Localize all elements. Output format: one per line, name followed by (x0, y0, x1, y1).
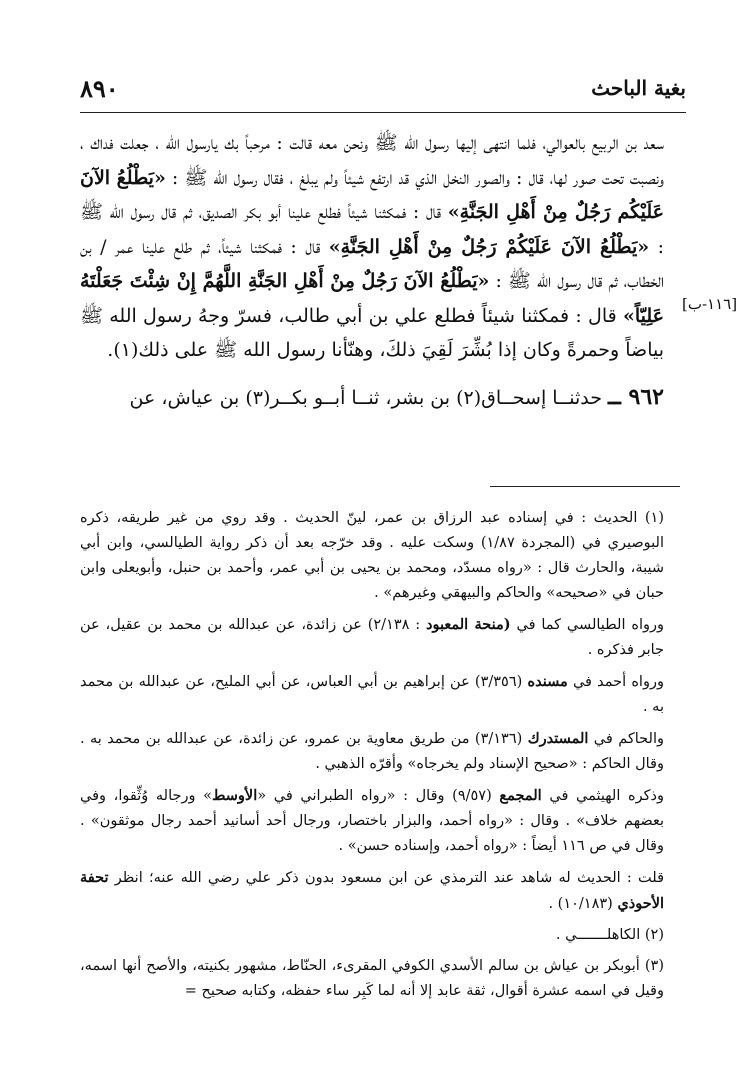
page-header (80, 72, 686, 106)
margin-folio-note: [١١٦-ب] (682, 295, 737, 313)
text-segment: قال : فمكثنا شيئاً فطلع علي بن أبي طالب، فسرّ وجهُ رسول الله ﷺ بياضاً وحمرةً وكان إذا بُشِّرَ لَقِيَ ذلكَ، وهنّأنا رسول الله ﷺ على ذلك(١). (80, 304, 664, 361)
text-segment: سعد بن الربيع بالعوالي، فلما انتهى إليها رسول الله ﷺ ونحن معه قالت : مرحباً بك يارسول الله ، جعلت فداك ، ونصبت تحت صور لها، قال : والصور النخل الذي قد ارتفع شيئاً ولم يبلغ ، فقال رسول الله ﷺ : (80, 132, 664, 189)
footnote-divider (490, 486, 680, 487)
hadith-paragraph (80, 380, 664, 416)
text-segment: (٩/٥٧) وقال : «رواه الطبراني في « (257, 788, 500, 804)
source-title: مسنده (527, 673, 568, 690)
text-segment: (٣/١٣٦) من طريق معاوية بن عمرو، عن زائدة، عن عبدالله بن محمد به . وقال الحاكم : «صحيح الإسناد ولم يخرجاه» وأقرّه الذهبي . (80, 731, 664, 772)
text-segment: : ٢/١٣٨) عن زائدة، عن عبدالله بن محمد بن عقيل، عن جابر فذكره . (80, 617, 664, 658)
footnote: (١) الحديث : في إسناده عبد الرزاق بن عمر، لينّ الحديث . وقد روي من غير طريقه، ذكره البوصيري في (المجردة ١/٨٧) وسكت عليه . وقد خرّجه بعد أن ذكر رواية الطيالسي، وابن أبي شيبة، والحارث قال : «رواه مسدّد، ومحمد بن يحيى بن أبي عمر، وأحمد بن حنبل، وأبويعلى وابن حبان في «صحيحه» والحاكم والبيهقي وغيرهم» . (80, 510, 664, 601)
footnote: (٣) أبوبكر بن عياش بن سالم الأسدي الكوفي المقرىء، الحنّاط، مشهور بكنيته، والأصح أنها اسمه، وقيل في اسمه عشرة أقوال، ثقة عابد إلا أنه لما كَبِر ساء حفظه، وكتابه صحيح = (80, 958, 664, 999)
header-divider (80, 112, 686, 113)
main-text (80, 126, 664, 415)
text-segment: (٣/٣٥٦) عن إبراهيم بن أبي العباس، عن أبي المليح، عن عبدالله بن محمد به . (80, 674, 664, 715)
footnote (80, 612, 664, 663)
text-segment: » ورجاله وُثِّقوا، وفي بعضهم خلاف» . وقال : «رواه أحمد، والبزار باختصار، ورجال أحد أسانيد أحمد رجال موثقون» . وقال في ص ١١٦ أيضاً : «رواه أحمد، وإسناده حسن» . (80, 788, 664, 854)
text-segment: وذكره الهيثمي في (541, 788, 664, 804)
hadith-paragraph (80, 126, 664, 368)
text-segment: قال : فمكثنا شيئاً، ثم طلع علينا عمر / بن الخطاب، ثم قال رسول الله ﷺ : (80, 235, 664, 292)
footnote (80, 865, 664, 917)
source-title: المستدرك (527, 730, 589, 747)
text-segment: والحاكم في (588, 731, 664, 747)
text-segment: قلت : الحديث له شاهد عند الترمذي عن ابن مسعود بدون ذكر علي رضي الله عنه؛ انظر (108, 870, 664, 886)
footnote (80, 669, 664, 720)
source-title: الأوسط (212, 787, 258, 804)
page-number: ٨٩٠ (80, 74, 119, 103)
prophetic-quote: «يَطْلُعُ الآنَ رَجُلٌ مِنْ أَهْلِ الجَنَّةِ اللَّهُمَّ إِنْ شِئْتَ جَعَلْتَهُ عَلِيّاً» (80, 270, 664, 327)
prophetic-quote: «يَطْلُعُ الآنَ عَلَيْكُم رَجُلٌ مِنْ أَهْلِ الجَنَّةِ» (80, 166, 664, 223)
text-segment: ورواه الطيالسي كما في (510, 617, 664, 633)
text-segment: (١٠/١٨٣) . (548, 896, 618, 912)
text-segment: قال : فمكثنا شيئاً فطلع علينا أبو بكر الصديق، ثم قال رسول الله ﷺ : (80, 201, 664, 258)
text-segment: ورواه أحمد في (567, 674, 664, 690)
source-title: تحفة الأحوذي (80, 869, 664, 912)
source-title: (منحة المعبود (426, 616, 511, 633)
footnote (80, 783, 664, 859)
prophetic-quote: «يَطْلُعُ الآنَ عَلَيْكُمْ رَجُلٌ مِنْ أَهْلِ الجَنَّةِ» (328, 235, 650, 258)
footnotes (80, 506, 664, 1010)
running-title: بغية الباحث (591, 76, 686, 100)
text-segment: حدثنــا إسحــاق(٢) بن بشر، ثنــا أبــو بكــر(٣) بن عياش، عن (129, 386, 608, 409)
hadith-number: ٩٦٢ ــ (607, 383, 664, 410)
footnote: (٢) الكاهلـــــــي . (555, 927, 664, 943)
footnote (80, 726, 664, 777)
source-title: المجمع (499, 787, 542, 804)
